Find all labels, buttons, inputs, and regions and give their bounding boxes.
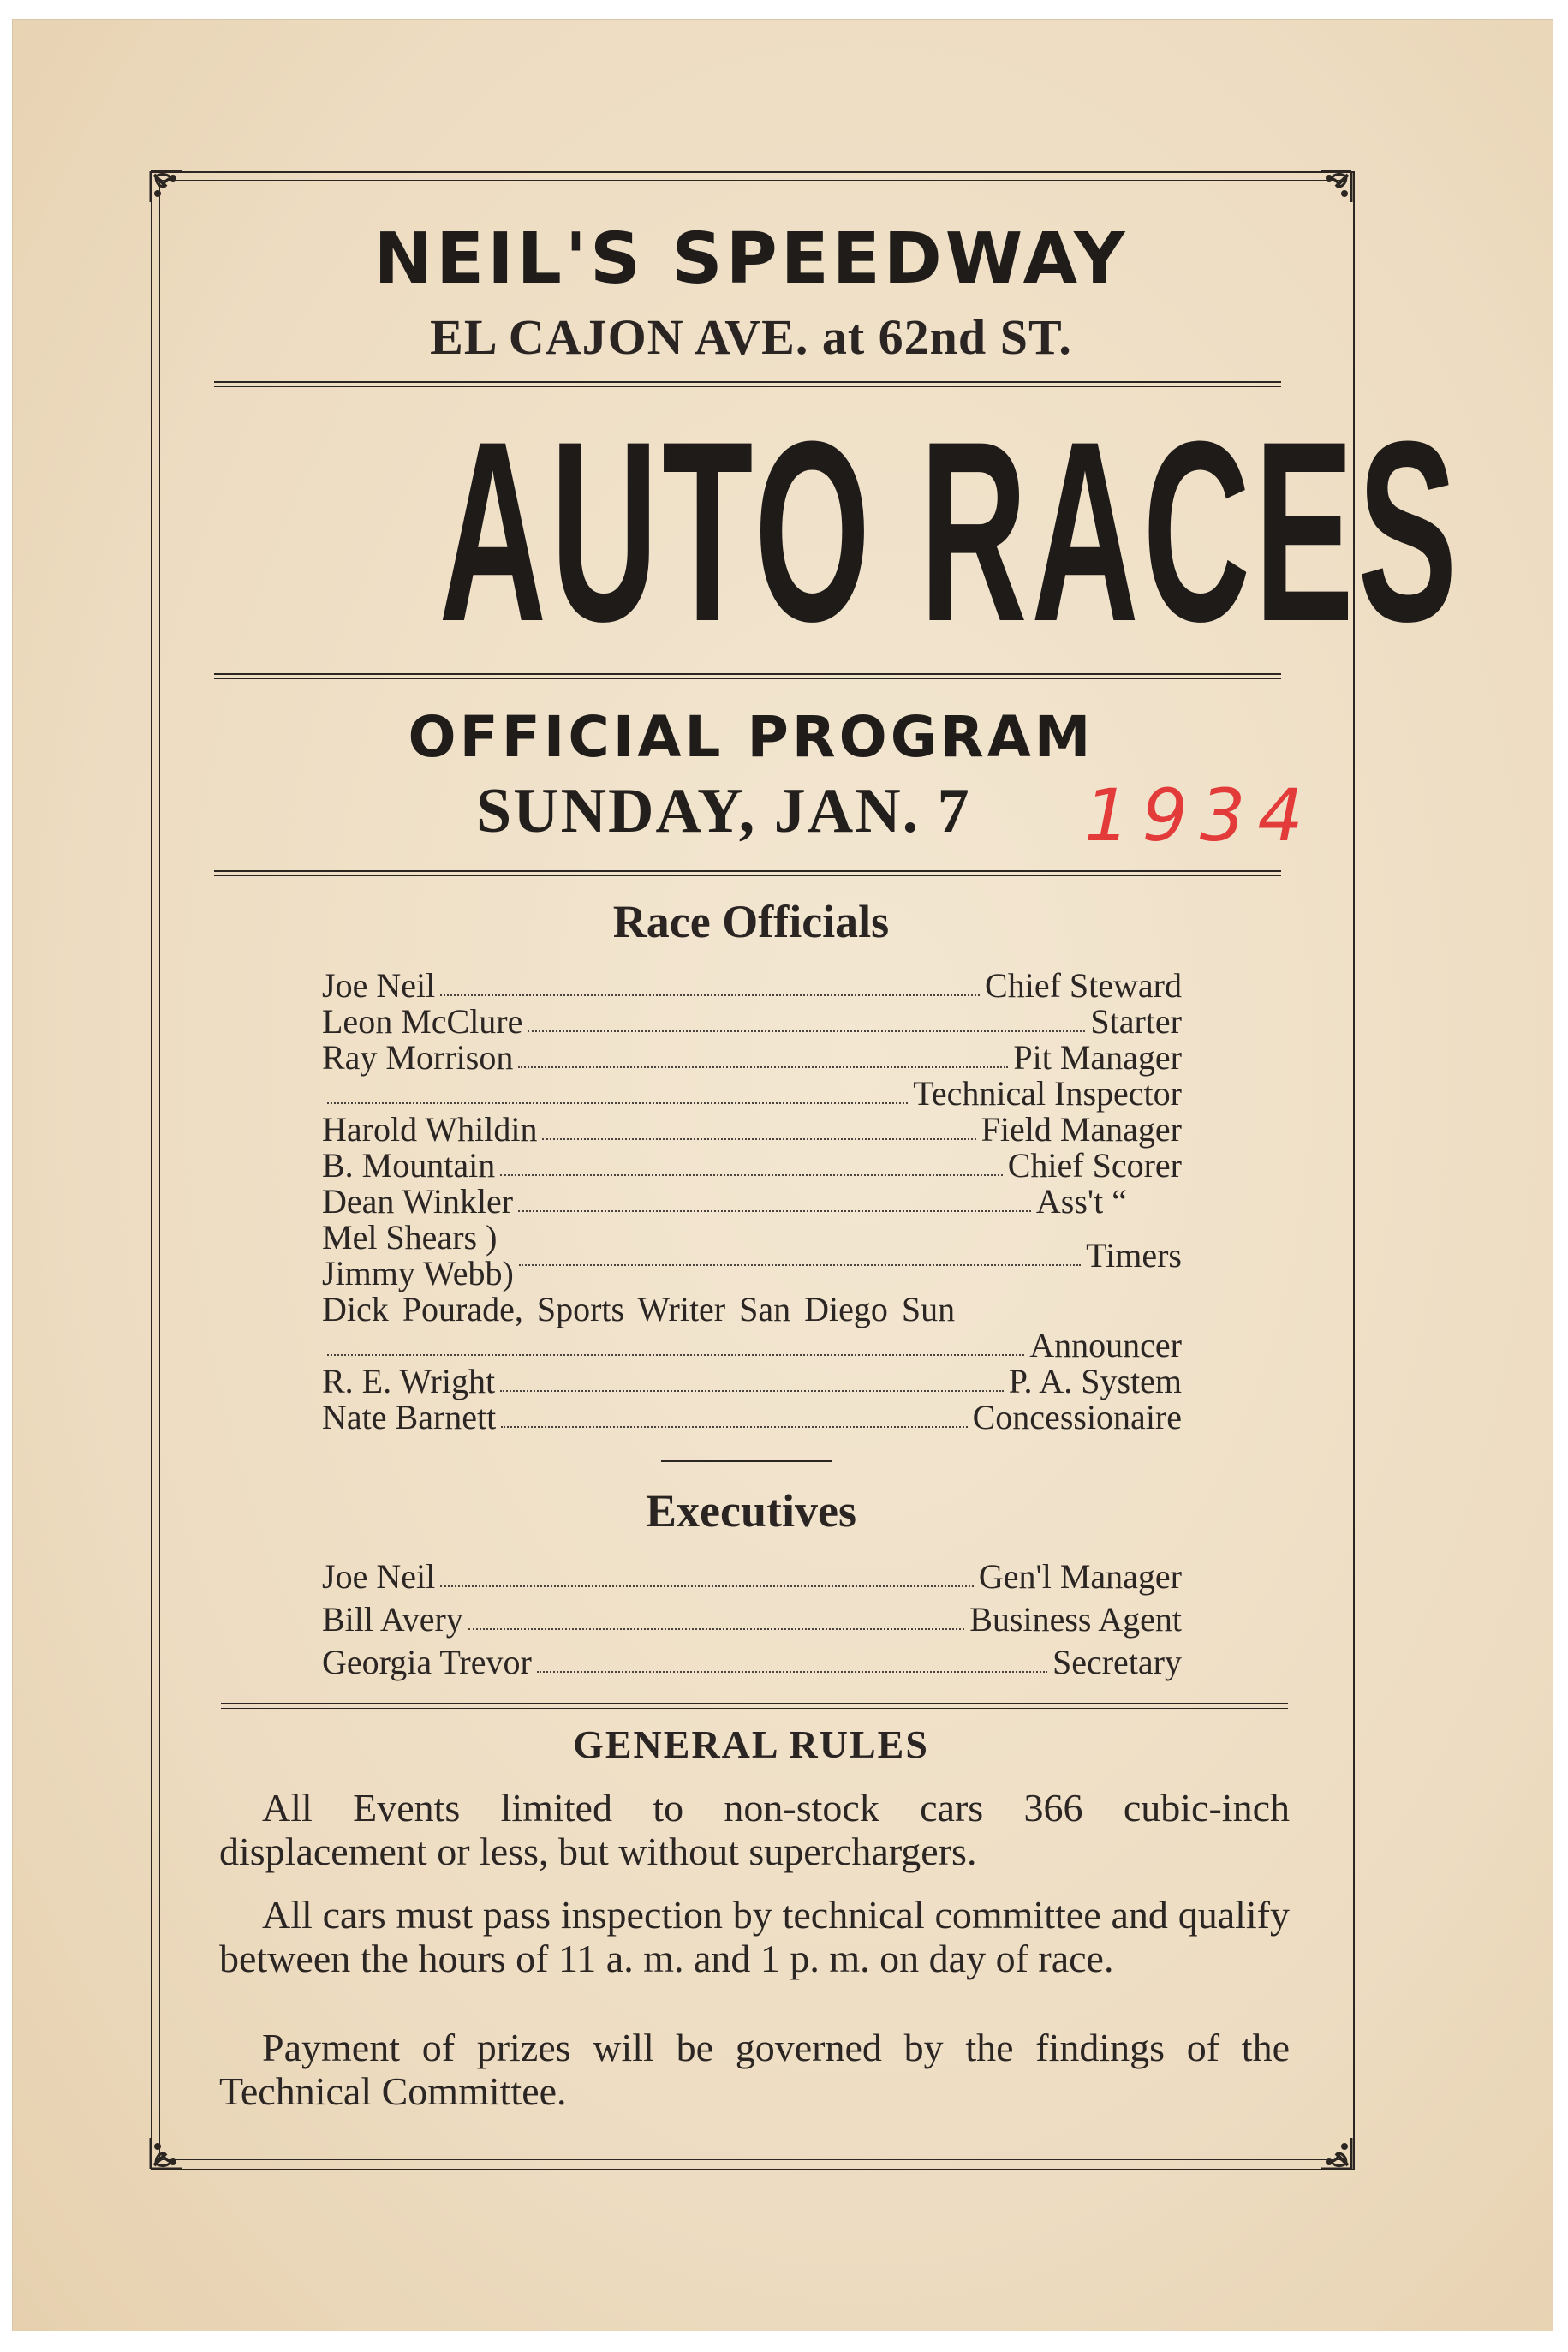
rules-paragraph-text: All Events limited to non-stock cars 366 cubic-inch displacement or less, but without superchargers. [219, 1786, 1290, 1873]
leader-dots [501, 1425, 967, 1428]
executives-title: Executives [646, 1485, 856, 1537]
corner-ornament-icon [1303, 168, 1355, 219]
list-item [322, 1004, 1182, 1040]
leader-dots [537, 1670, 1047, 1673]
leader-dots [528, 1030, 1085, 1032]
venue-name: NEIL'S SPEEDWAY [373, 218, 1129, 300]
executive-name: Joe Neil [322, 1557, 436, 1596]
handwritten-year: 1934 [1084, 773, 1315, 857]
official-role: Chief Scorer [1007, 1146, 1182, 1185]
rules-paragraph-text: Payment of prizes will be governed by the findings of the Technical Committee. [219, 2026, 1290, 2113]
executive-role: Gen'l Manager [978, 1557, 1182, 1596]
official-name: Ray Morrison [322, 1038, 514, 1077]
corner-ornament-icon [147, 168, 199, 219]
leader-dots [500, 1173, 1003, 1176]
rules-paragraph [219, 1786, 1290, 1873]
rules-paragraph [219, 1893, 1290, 1980]
official-role: Field Manager [981, 1110, 1182, 1149]
leader-dots [440, 994, 980, 996]
corner-ornament-icon [1303, 2121, 1355, 2172]
executive-role: Secretary [1052, 1643, 1182, 1681]
official-name: Jimmy Webb) [322, 1254, 514, 1292]
list-item [322, 1559, 1182, 1595]
official-role: Announcer [1029, 1326, 1182, 1364]
leader-dots [468, 1627, 964, 1630]
list-item [322, 1364, 1182, 1400]
list-item [322, 1076, 1182, 1112]
divider [661, 1460, 832, 1462]
rules-paragraph-text: All cars must pass inspection by technical committee and qualify between the hours of 11 a. m. and 1 p. m. on day of race. [219, 1893, 1290, 1980]
list-item [322, 1040, 1182, 1076]
official-role: Concessionaire [972, 1398, 1182, 1436]
divider [221, 1703, 1288, 1709]
timer-names [322, 1220, 514, 1292]
date-line [159, 773, 1343, 857]
leader-dots [518, 1209, 1031, 1212]
list-item [322, 1148, 1182, 1184]
event-date: SUNDAY, JAN. 7 [476, 776, 971, 846]
divider [214, 381, 1281, 387]
leader-dots [518, 1066, 1008, 1068]
leader-dots [542, 1137, 975, 1140]
official-name: Harold Whildin [322, 1110, 538, 1149]
list-item [322, 1292, 1182, 1328]
official-name: Joe Neil [322, 966, 436, 1005]
general-rules-title: GENERAL RULES [573, 1722, 929, 1766]
program-subtitle: OFFICIAL PROGRAM [408, 704, 1094, 770]
corner-ornament-icon [147, 2121, 199, 2172]
official-role: Ass't “ [1035, 1182, 1127, 1221]
official-role: Timers [1086, 1236, 1182, 1274]
list-item [322, 1328, 1182, 1364]
official-name: Dean Winkler [322, 1182, 514, 1221]
list-item [322, 1645, 1182, 1680]
list-item [322, 1112, 1182, 1148]
leader-dots [500, 1389, 1004, 1392]
list-item [322, 968, 1182, 1004]
official-role: Starter [1090, 1002, 1182, 1041]
official-role: Pit Manager [1013, 1038, 1182, 1077]
official-role: Chief Steward [985, 966, 1182, 1005]
list-item [322, 1400, 1182, 1436]
list-item [322, 1220, 1182, 1292]
official-role: P. A. System [1008, 1362, 1182, 1400]
executive-name: Bill Avery [322, 1600, 463, 1639]
official-name: Leon McClure [322, 1002, 523, 1041]
headline: AUTO RACES [438, 387, 1462, 675]
venue-address: EL CAJON AVE. at 62nd ST. [430, 309, 1072, 365]
official-role: Technical Inspector [913, 1074, 1182, 1113]
executive-name: Georgia Trevor [322, 1643, 532, 1681]
leader-dots [327, 1353, 1024, 1356]
leader-dots [327, 1101, 908, 1104]
leader-dots [519, 1263, 1081, 1266]
headline-container [214, 387, 1462, 675]
executive-role: Business Agent [969, 1600, 1182, 1639]
official-entry: Dick Pourade, Sports Writer San Diego Sun [322, 1290, 956, 1328]
official-name: Nate Barnett [322, 1398, 497, 1436]
divider [214, 870, 1281, 876]
list-item [322, 1602, 1182, 1638]
official-name: Mel Shears ) [322, 1218, 498, 1257]
race-officials-title: Race Officials [612, 896, 890, 947]
rules-paragraph [219, 2026, 1290, 2113]
list-item [322, 1184, 1182, 1220]
official-name: R. E. Wright [322, 1362, 496, 1400]
official-name: B. Mountain [322, 1146, 496, 1185]
divider [214, 673, 1281, 679]
leader-dots [440, 1585, 974, 1587]
